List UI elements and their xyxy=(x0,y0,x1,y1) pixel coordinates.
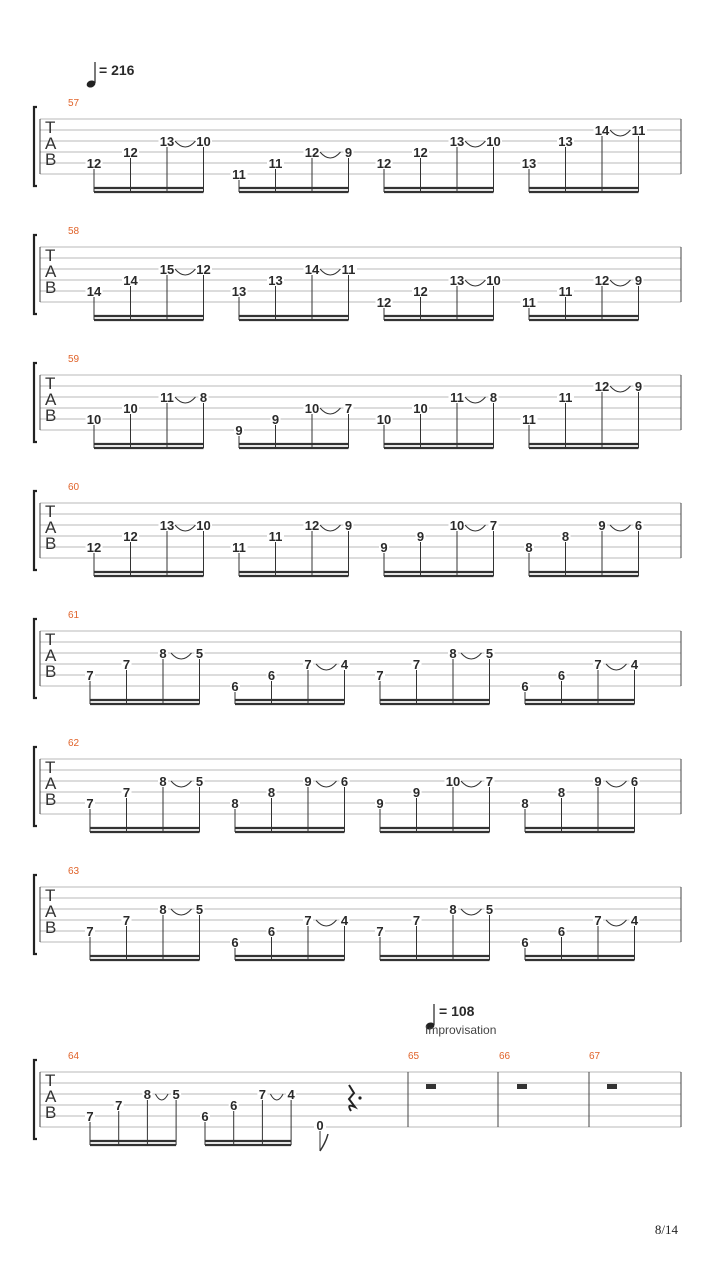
fret-number: 13 xyxy=(231,284,247,299)
fret-number: 7 xyxy=(86,796,94,811)
fret-number: 14 xyxy=(594,123,610,138)
tab-letter-b: B xyxy=(45,278,57,297)
slur xyxy=(171,653,192,659)
fret-number: 7 xyxy=(86,924,94,939)
slur xyxy=(606,664,627,670)
fret-number: 5 xyxy=(195,902,204,917)
slur xyxy=(316,781,337,787)
fret-number: 12 xyxy=(594,273,610,288)
fret-number: 6 xyxy=(557,924,566,939)
fret-number: 8 xyxy=(231,796,239,811)
slur xyxy=(465,141,486,147)
tab-letter-t: T xyxy=(45,758,56,777)
fret-number: 9 xyxy=(380,540,388,555)
slur xyxy=(606,920,627,926)
system-bracket xyxy=(34,619,37,698)
fret-number: 6 xyxy=(231,935,239,950)
fret-number: 12 xyxy=(594,379,610,394)
fret-number: 6 xyxy=(521,935,529,950)
tab-letter-t: T xyxy=(45,246,56,265)
fret-number: 10 xyxy=(376,412,392,427)
fret-number: 6 xyxy=(630,774,639,789)
tab-letter-a: A xyxy=(45,390,57,409)
fret-number: 9 xyxy=(598,518,606,533)
fret-number: 8 xyxy=(199,390,208,405)
fret-number: 8 xyxy=(267,785,276,800)
fret-number: 4 xyxy=(630,913,639,928)
measure-number: 58 xyxy=(68,226,80,237)
fret-number: 9 xyxy=(344,145,353,160)
tab-letter-a: A xyxy=(45,262,57,281)
tab-letter-a: A xyxy=(45,774,57,793)
fret-number: 10 xyxy=(445,774,461,789)
fret-number: 12 xyxy=(304,518,320,533)
fret-number: 4 xyxy=(340,913,349,928)
fret-number: 6 xyxy=(557,668,566,683)
fret-number: 5 xyxy=(485,646,494,661)
fret-number: 6 xyxy=(634,518,643,533)
fret-number: 11 xyxy=(268,156,283,171)
fret-number: 8 xyxy=(561,529,570,544)
fret-number: 12 xyxy=(304,145,320,160)
note-group xyxy=(521,379,644,448)
fret-number: 10 xyxy=(123,401,138,416)
fret-number: 9 xyxy=(634,379,643,394)
tab-letter-a: A xyxy=(45,1087,57,1106)
fret-number: 9 xyxy=(416,529,425,544)
tab-letter-b: B xyxy=(45,534,57,553)
measure-number: 67 xyxy=(589,1051,601,1062)
fret-number: 11 xyxy=(558,390,573,405)
fret-number: 13 xyxy=(159,134,175,149)
fret-number: 12 xyxy=(123,529,138,544)
tab-letter-a: A xyxy=(45,902,57,921)
measure-number: 63 xyxy=(68,866,80,877)
system-bracket xyxy=(34,1060,37,1139)
slur xyxy=(175,525,196,531)
slur xyxy=(175,141,196,147)
fret-number: 12 xyxy=(86,156,102,171)
fret-number: 10 xyxy=(86,412,102,427)
fret-number: 14 xyxy=(123,273,138,288)
fret-number: 13 xyxy=(521,156,537,171)
fret-number: 15 xyxy=(159,262,175,277)
measure-number: 57 xyxy=(68,98,80,109)
system-bracket xyxy=(34,235,37,314)
fret-number: 11 xyxy=(450,390,464,405)
slur xyxy=(171,781,192,787)
fret-number: 8 xyxy=(159,646,167,661)
fret-number: 9 xyxy=(594,774,602,789)
fret-number: 8 xyxy=(449,646,457,661)
slur xyxy=(155,1094,168,1100)
tempo-108: = 108 xyxy=(439,1003,475,1019)
fret-number: 8 xyxy=(557,785,566,800)
slur xyxy=(606,781,627,787)
fret-number: 7 xyxy=(485,774,494,789)
fret-number: 9 xyxy=(634,273,643,288)
slur xyxy=(171,909,192,915)
system-bracket xyxy=(34,747,37,826)
fret-number: 7 xyxy=(376,668,384,683)
fret-number: 8 xyxy=(489,390,498,405)
slur xyxy=(461,653,482,659)
single-note xyxy=(314,1118,328,1151)
fret-number: 10 xyxy=(486,273,501,288)
fret-number: 5 xyxy=(485,902,494,917)
fret-number: 7 xyxy=(86,1109,94,1124)
fret-number: 6 xyxy=(267,924,276,939)
slur xyxy=(610,130,631,136)
slur xyxy=(610,386,631,392)
fret-number: 12 xyxy=(413,145,428,160)
fret-number: 14 xyxy=(304,262,320,277)
fret-number: 11 xyxy=(160,390,174,405)
system-bracket xyxy=(34,363,37,442)
measure-number: 62 xyxy=(68,738,80,749)
tab-letter-b: B xyxy=(45,662,57,681)
fret-number: 7 xyxy=(122,657,131,672)
tab-letter-a: A xyxy=(45,134,57,153)
fret-number: 7 xyxy=(594,913,602,928)
fret-number: 12 xyxy=(123,145,138,160)
fret-number: 9 xyxy=(344,518,353,533)
fret-number: 10 xyxy=(196,134,211,149)
fret-number: 11 xyxy=(232,167,246,182)
fret-number: 7 xyxy=(412,657,421,672)
fret-number: 7 xyxy=(412,913,421,928)
fret-number: 4 xyxy=(287,1087,295,1102)
fret-number: 7 xyxy=(86,668,94,683)
note-group xyxy=(521,123,648,192)
system-bracket xyxy=(34,875,37,954)
quarter-rest-icon xyxy=(349,1085,355,1111)
fret-number: 12 xyxy=(86,540,102,555)
fret-number: 7 xyxy=(344,401,353,416)
fret-number: 4 xyxy=(340,657,349,672)
fret-number: 6 xyxy=(231,679,239,694)
tab-letter-t: T xyxy=(45,630,56,649)
fret-number: 7 xyxy=(304,913,312,928)
system-bracket xyxy=(34,107,37,186)
page-number: 8/14 xyxy=(654,1222,678,1237)
fret-number: 7 xyxy=(304,657,312,672)
fret-number: 10 xyxy=(196,518,211,533)
fret-number: 11 xyxy=(232,540,246,555)
fret-number: 11 xyxy=(631,123,646,138)
staff-system-7 xyxy=(34,1060,681,1139)
fret-number: 10 xyxy=(304,401,320,416)
measure-number: 64 xyxy=(68,1051,80,1062)
fret-number: 8 xyxy=(159,774,167,789)
fret-number: 13 xyxy=(268,273,283,288)
measure-number: 65 xyxy=(408,1051,420,1062)
fret-number: 11 xyxy=(522,295,536,310)
slur xyxy=(465,397,486,403)
measure-number: 66 xyxy=(499,1051,511,1062)
fret-number: 5 xyxy=(172,1087,180,1102)
slur xyxy=(610,525,631,531)
fret-number: 5 xyxy=(195,774,204,789)
fret-number: 8 xyxy=(159,902,167,917)
tab-letter-t: T xyxy=(45,886,56,905)
fret-number: 10 xyxy=(449,518,465,533)
fret-number: 7 xyxy=(376,924,384,939)
fret-number: 9 xyxy=(235,423,243,438)
slur xyxy=(461,781,482,787)
fret-number: 7 xyxy=(115,1098,123,1113)
tempo-note-icon xyxy=(86,62,97,89)
fret-number: 13 xyxy=(558,134,573,149)
slur xyxy=(316,664,337,670)
measure-number: 59 xyxy=(68,354,80,365)
note-flag xyxy=(320,1134,328,1151)
tab-letter-b: B xyxy=(45,1103,57,1122)
fret-number: 12 xyxy=(413,284,428,299)
fret-number: 11 xyxy=(522,412,536,427)
tab-letter-b: B xyxy=(45,918,57,937)
measure-number: 61 xyxy=(68,610,80,621)
measure-rest-icon xyxy=(517,1084,527,1089)
fret-number: 13 xyxy=(449,273,465,288)
slur xyxy=(610,280,631,286)
tab-letter-b: B xyxy=(45,790,57,809)
fret-number: 8 xyxy=(449,902,457,917)
system-bracket xyxy=(34,491,37,570)
fret-number: 8 xyxy=(143,1087,152,1102)
fret-number: 8 xyxy=(525,540,533,555)
fret-number: 7 xyxy=(489,518,498,533)
fret-number: 9 xyxy=(304,774,312,789)
fret-number: 8 xyxy=(521,796,529,811)
slur xyxy=(465,525,486,531)
fret-number: 6 xyxy=(230,1098,238,1113)
fret-number: 11 xyxy=(558,284,573,299)
tempo-216: = 216 xyxy=(99,62,135,78)
slur xyxy=(320,269,341,275)
fret-number: 6 xyxy=(521,679,529,694)
fret-number: 12 xyxy=(376,295,392,310)
tab-letter-a: A xyxy=(45,646,57,665)
slur xyxy=(316,920,337,926)
fret-number: 14 xyxy=(86,284,102,299)
fret-number: 13 xyxy=(159,518,175,533)
fret-number: 12 xyxy=(376,156,392,171)
fret-number: 9 xyxy=(376,796,384,811)
slur xyxy=(465,280,486,286)
fret-number: 7 xyxy=(122,785,131,800)
fret-number: 7 xyxy=(122,913,131,928)
measure-rest-icon xyxy=(426,1084,436,1089)
fret-number: 11 xyxy=(341,262,356,277)
fret-number: 6 xyxy=(201,1109,209,1124)
tab-letter-b: B xyxy=(45,150,57,169)
slur xyxy=(320,408,341,414)
fret-number: 0 xyxy=(316,1118,324,1133)
fret-number: 7 xyxy=(594,657,602,672)
fret-number: 13 xyxy=(449,134,465,149)
measure-rest-icon xyxy=(607,1084,617,1089)
fret-number: 6 xyxy=(340,774,349,789)
fret-number: 7 xyxy=(258,1087,267,1102)
slur xyxy=(175,397,196,403)
tab-letter-a: A xyxy=(45,518,57,537)
improvisation-label: Improvisation xyxy=(425,1023,497,1037)
fret-number: 10 xyxy=(486,134,501,149)
fret-number: 11 xyxy=(268,529,283,544)
tab-letter-t: T xyxy=(45,1071,56,1090)
slur xyxy=(320,525,341,531)
slur xyxy=(320,152,341,158)
slur xyxy=(175,269,196,275)
fret-number: 10 xyxy=(413,401,428,416)
fret-number: 12 xyxy=(196,262,211,277)
tab-letter-b: B xyxy=(45,406,57,425)
fret-number: 4 xyxy=(630,657,639,672)
tab-letter-t: T xyxy=(45,502,56,521)
tab-letter-t: T xyxy=(45,118,56,137)
fret-number: 5 xyxy=(195,646,204,661)
fret-number: 6 xyxy=(267,668,276,683)
slur xyxy=(461,909,482,915)
measure-number: 60 xyxy=(68,482,80,493)
slur xyxy=(270,1094,283,1100)
fret-number: 9 xyxy=(271,412,280,427)
tab-letter-t: T xyxy=(45,374,56,393)
fret-number: 9 xyxy=(412,785,421,800)
rest-dot xyxy=(358,1096,361,1099)
